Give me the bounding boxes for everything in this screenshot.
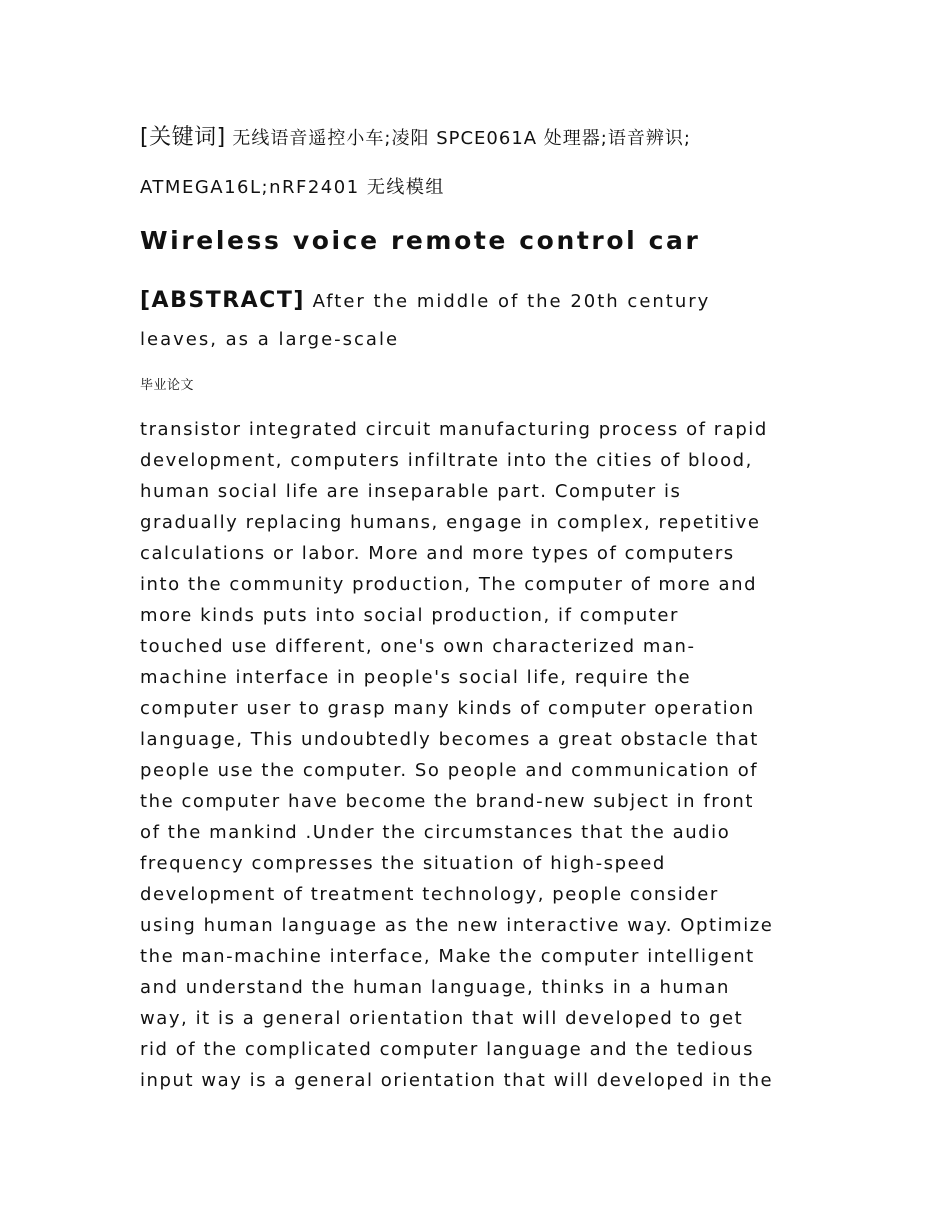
abstract-intro <box>140 282 830 359</box>
body-line: input way is a general orientation that will developed in the <box>140 1070 774 1091</box>
keywords-line-2: ATMEGA16L;nRF2401 无线模组 <box>140 177 445 198</box>
body-line: development of treatment technology, people consider <box>140 884 719 905</box>
body-line: calculations or labor. More and more types of computers <box>140 543 735 564</box>
body-line: people use the computer. So people and communication of <box>140 760 759 781</box>
keywords-label: [关键词] <box>140 125 226 150</box>
keywords-line-1 <box>140 120 691 151</box>
body-line: touched use different, one's own characterized man- <box>140 636 696 657</box>
body-line: machine interface in people's social life, require the <box>140 667 692 688</box>
body-line: more kinds puts into social production, if computer <box>140 605 679 626</box>
english-title: Wireless voice remote control car <box>140 226 701 255</box>
body-line: using human language as the new interactive way. Optimize <box>140 915 774 936</box>
body-line: the man-machine interface, Make the computer intelligent <box>140 946 755 967</box>
abstract-intro-line-2: leaves, as a large-scale <box>140 329 400 350</box>
body-line: into the community production, The computer of more and <box>140 574 758 595</box>
abstract-label: [ABSTRACT] <box>140 288 305 313</box>
body-line: gradually replacing humans, engage in complex, repetitive <box>140 512 761 533</box>
keywords-text-1: 无线语音遥控小车;凌阳 SPCE061A 处理器;语音辨识; <box>232 128 691 149</box>
body-line: computer user to grasp many kinds of computer operation <box>140 698 755 719</box>
abstract-intro-line-1: After the middle of the 20th century <box>312 291 711 312</box>
body-line: human social life are inseparable part. Computer is <box>140 481 682 502</box>
page-header-note: 毕业论文 <box>140 378 195 393</box>
body-line: language, This undoubtedly becomes a great obstacle that <box>140 729 759 750</box>
body-line: rid of the complicated computer language and the tedious <box>140 1039 755 1060</box>
body-line: transistor integrated circuit manufacturing process of rapid <box>140 419 768 440</box>
abstract-body <box>140 414 820 1096</box>
body-line: development, computers infiltrate into the cities of blood, <box>140 450 753 471</box>
body-line: way, it is a general orientation that will developed to get <box>140 1008 744 1029</box>
body-line: of the mankind .Under the circumstances that the audio <box>140 822 731 843</box>
body-line: frequency compresses the situation of high-speed <box>140 853 666 874</box>
body-line: and understand the human language, thinks in a human <box>140 977 731 998</box>
body-line: the computer have become the brand-new subject in front <box>140 791 754 812</box>
